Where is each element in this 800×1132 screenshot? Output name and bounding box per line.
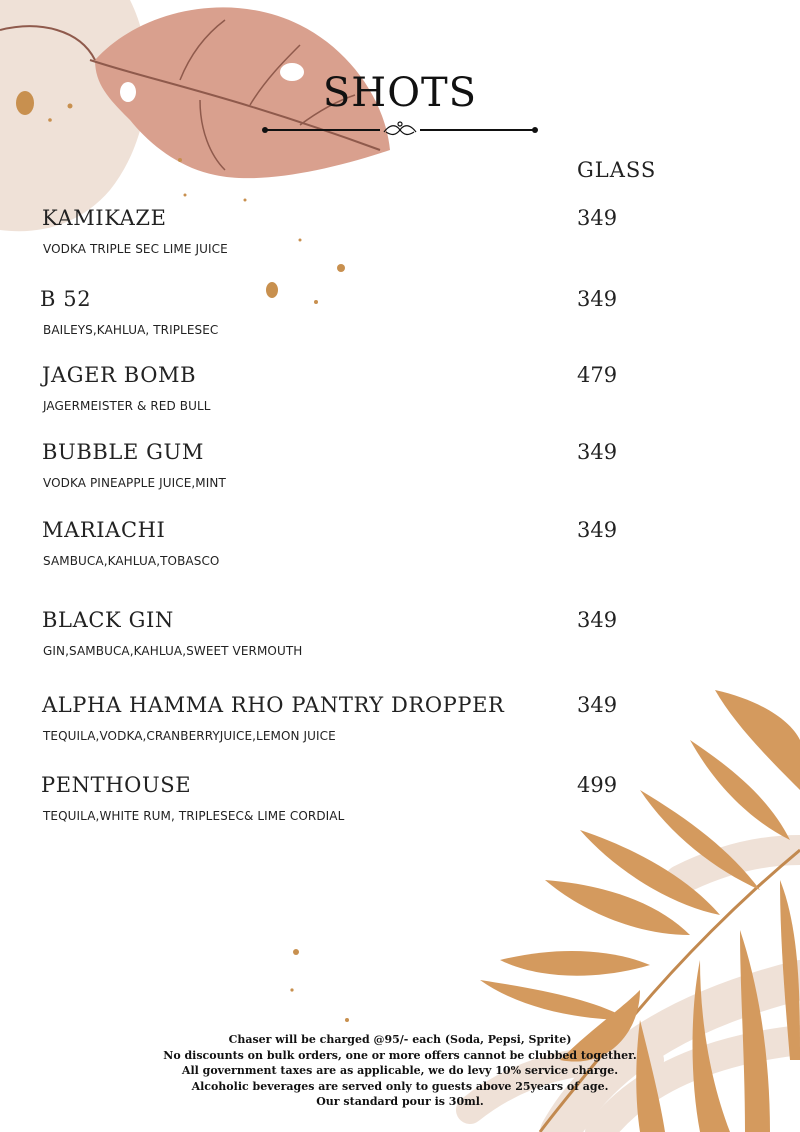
- item-price: 349: [577, 518, 618, 542]
- item-price: 499: [577, 773, 618, 797]
- item-description: BAILEYS,KAHLUA, TRIPLESEC: [43, 323, 219, 337]
- item-price: 349: [577, 440, 618, 464]
- item-name: B 52: [40, 287, 92, 311]
- footer-line: Alcoholic beverages are served only to guests above 25years of age.: [191, 1079, 609, 1093]
- item-description: SAMBUCA,KAHLUA,TOBASCO: [43, 554, 220, 568]
- item-description: TEQUILA,VODKA,CRANBERRYJUICE,LEMON JUICE: [43, 729, 336, 743]
- page-title: SHOTS: [322, 70, 478, 116]
- item-description: VODKA PINEAPPLE JUICE,MINT: [43, 476, 226, 490]
- item-name: BUBBLE GUM: [42, 440, 204, 464]
- item-price: 349: [577, 287, 618, 311]
- item-name: PENTHOUSE: [41, 773, 192, 797]
- item-description: VODKA TRIPLE SEC LIME JUICE: [43, 242, 228, 256]
- item-price: 479: [577, 363, 618, 387]
- footer-notes: [0, 1032, 800, 1110]
- item-name: BLACK GIN: [42, 608, 174, 632]
- item-description: GIN,SAMBUCA,KAHLUA,SWEET VERMOUTH: [43, 644, 303, 658]
- footer-line: Chaser will be charged @95/- each (Soda, Pepsi, Sprite): [228, 1033, 572, 1046]
- item-description: JAGERMEISTER & RED BULL: [43, 399, 211, 413]
- item-description: TEQUILA,WHITE RUM, TRIPLESEC& LIME CORDIAL: [43, 809, 345, 823]
- item-price: 349: [577, 693, 618, 717]
- item-price: 349: [577, 608, 618, 632]
- glass-column-header: GLASS: [577, 158, 657, 182]
- item-price: 349: [577, 206, 618, 230]
- footer-line: All government taxes are as applicable, we do levy 10% service charge.: [181, 1064, 619, 1077]
- item-name: ALPHA HAMMA RHO PANTRY DROPPER: [42, 693, 505, 717]
- item-name: KAMIKAZE: [42, 206, 167, 230]
- item-name: JAGER BOMB: [42, 363, 197, 387]
- footer-line: No discounts on bulk orders, one or more offers cannot be clubbed together.: [163, 1048, 637, 1062]
- item-name: MARIACHI: [42, 518, 166, 542]
- footer-line: Our standard pour is 30ml.: [316, 1095, 484, 1108]
- ornamental-divider-icon: [262, 118, 538, 142]
